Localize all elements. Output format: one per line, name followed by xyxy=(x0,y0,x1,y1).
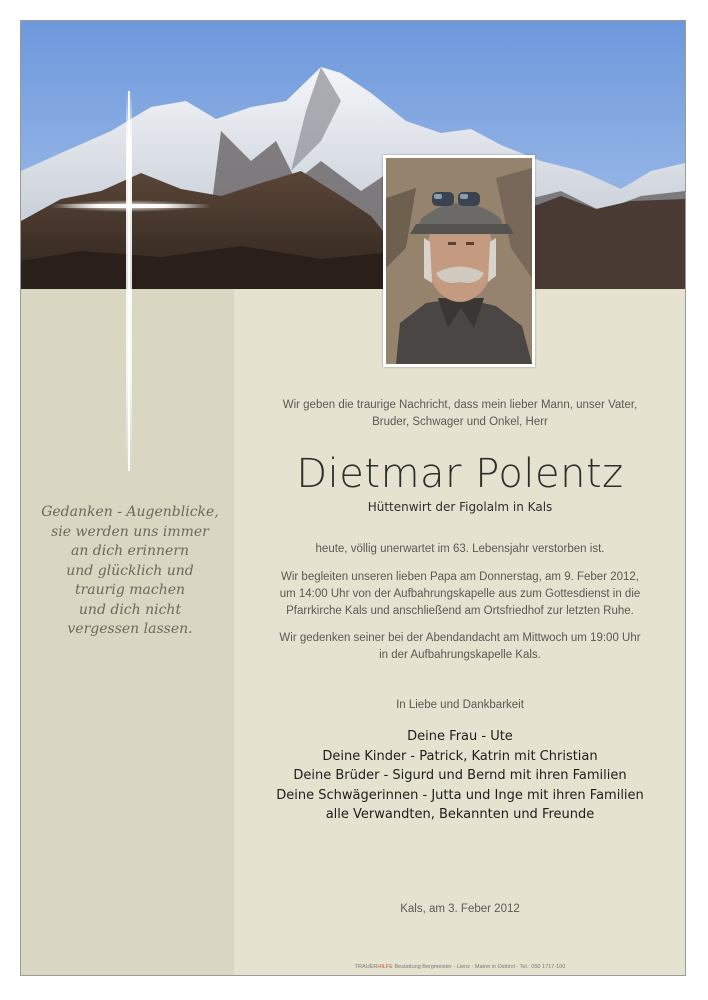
cross-icon xyxy=(117,91,141,471)
announcement-intro: Wir geben die traurige Nachricht, dass mein lieber Mann, unser Vater, Bruder, Schwager und Onkel, Herr xyxy=(282,399,638,428)
mourners-list xyxy=(247,727,673,825)
mourner-line: Deine Schwägerinnen - Jutta und Inge mit ihren Familien xyxy=(276,787,644,803)
memorial-verse: Gedanken - Augenblicke, sie werden uns immer an dich erinnern und glücklich und traurig machen und dich nicht vergessen lassen. xyxy=(41,504,219,637)
footer-credit xyxy=(247,963,673,971)
portrait-photo xyxy=(383,155,535,367)
portrait-image xyxy=(386,158,532,364)
mourner-line: alle Verwandten, Bekannten und Freunde xyxy=(325,807,595,822)
footer-text: Bestattung Bergmeister - Lienz - Matrei in Osttirol - Tel.: 050 1717-100 xyxy=(392,964,566,970)
cross-bar-icon xyxy=(51,199,211,213)
death-notice: heute, völlig unerwartet im 63. Lebensjahr verstorben ist. xyxy=(315,543,605,555)
footer-brand-a: TRAUER xyxy=(354,964,378,970)
mourner-line: Deine Brüder - Sigurd und Bernd mit ihren Familien xyxy=(293,768,627,783)
closing-phrase: In Liebe und Dankbarkeit xyxy=(396,699,524,711)
obituary-card xyxy=(20,20,686,976)
place-and-date: Kals, am 3. Feber 2012 xyxy=(400,903,520,915)
mourner-line: Deine Frau - Ute xyxy=(407,729,513,744)
mourner-line: Deine Kinder - Patrick, Katrin mit Christian xyxy=(322,748,598,764)
deceased-name: Dietmar Polentz xyxy=(296,451,624,497)
vigil-details: Wir gedenken seiner bei der Abendandacht am Mittwoch um 19:00 Uhr in der Aufbahrungskapelle Kals. xyxy=(279,632,641,661)
footer-brand-b: HILFE xyxy=(377,964,393,970)
funeral-details: Wir begleiten unseren lieben Papa am Donnerstag, am 9. Feber 2012, um 14:00 Uhr von der Aufbahrungskapelle aus zum Gottesdienst in die Pfarrkirche Kals und anschließend am Ortsfriedhof zur letzten Ruhe. xyxy=(279,571,641,617)
deceased-role: Hüttenwirt der Figolalm in Kals xyxy=(367,500,553,514)
